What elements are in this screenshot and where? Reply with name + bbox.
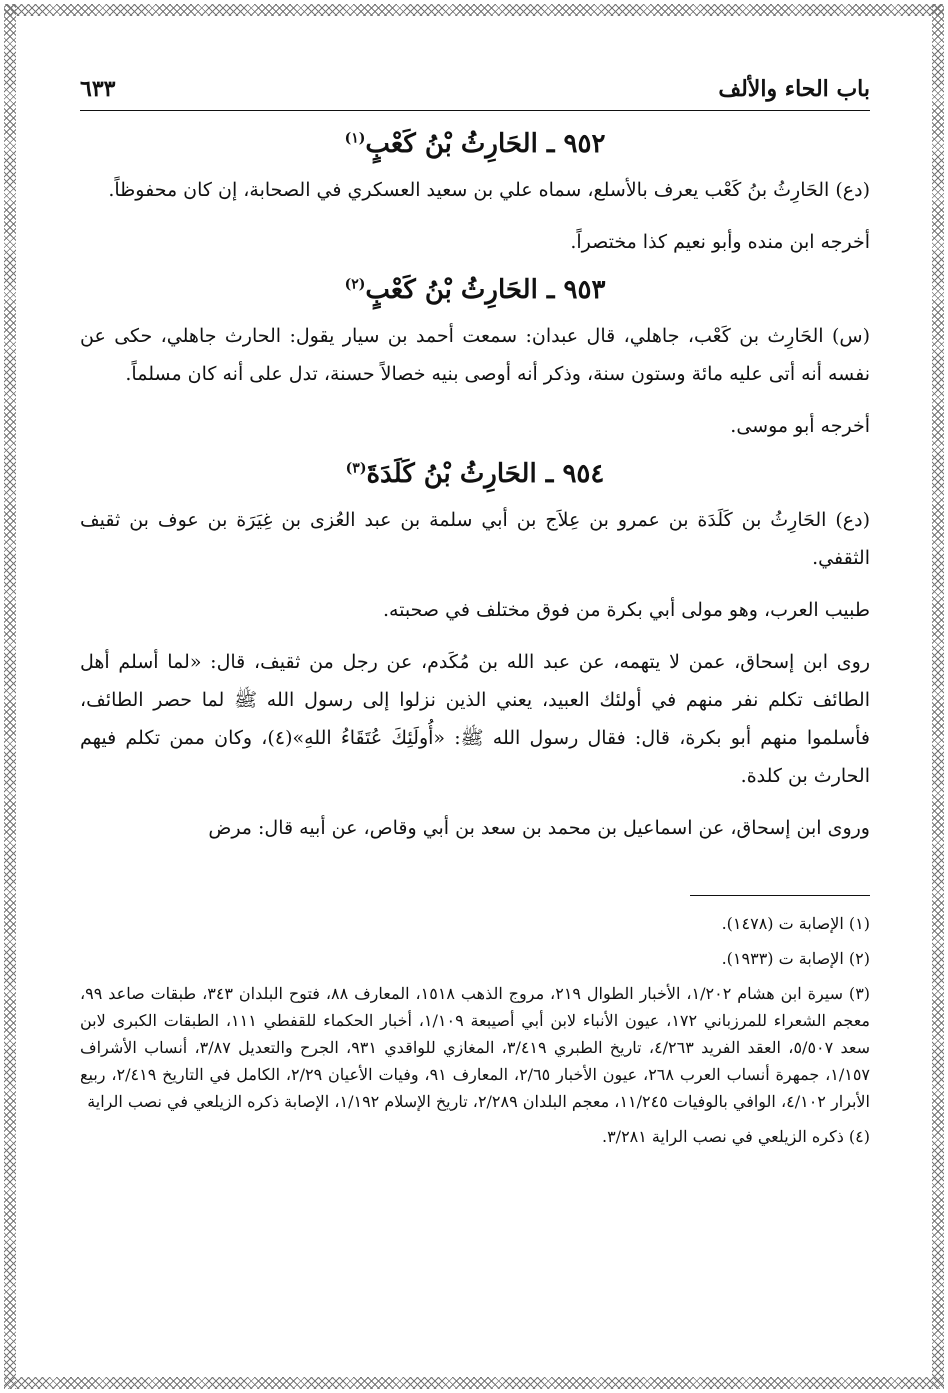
footnote: (٣) سيرة ابن هشام ١/٢٠٢، الأخبار الطوال ٢١٩، مروج الذهب ١٥١٨، المعارف ٨٨، فتوح البلدان ٣٤٣، طبقات صاعد ٩٩، معجم الشعراء للمرزباني ١٧٢، عيون الأنباء لابن أبي أصيبعة ١/١٠٩، أخبار الحكماء للقفطي ١١١، الطبقات الكبرى لابن سعد ٥/٥٠٧، العقد الفريد ٤/٢٦٣، تاريخ الطبري ٣/٤١٩، المغازي للواقدي ٩٣١، الجرح والتعديل ٣/٨٧، أنساب الأشراف ١/١٥٧، جمهرة أنساب العرب ٢٦٨، عيون الأخبار ٢/٦٥، المعارف ٩١، وفيات الأعيان ٢/٢٩، الكامل في التاريخ ٢/٤١٩، ربيع الأبرار ٤/١٠٢، الوافي بالوفيات ١١/٢٤٥، معجم البلدان ٢/٢٨٩، تاريخ الإسلام ١/١٩٢، الإصابة ذكره الزيلعي في نصب الراية	[80, 984, 871, 1111]
footnote-ref: (١)	[344, 130, 366, 147]
entry-paragraph: أخرجه ابن منده وأبو نعيم كذا مختصراً.	[570, 231, 870, 253]
footnote: (١) الإصابة ت (١٤٧٨).	[721, 914, 870, 933]
entry-paragraph: طبيب العرب، وهو مولى أبي بكرة من فوق مختلف في صحبته.	[382, 599, 870, 621]
book-page	[80, 70, 870, 1158]
entry-paragraph: (دع) الحَارِثُ بن كَلَدَة بن عمرو بن عِلاَج بن أبي سلمة بن عبد العُزى بن غِيَرَة بن عوف بن ثقيف الثقفي.	[80, 509, 870, 569]
footnote: (٢) الإصابة ت (١٩٣٣).	[721, 949, 870, 968]
entry-title: ٩٥٢ ـ الحَارِثُ بْنُ كَعْبٍ$^{(١)}$	[344, 129, 606, 159]
page-border-left	[4, 4, 16, 1389]
footnote: (٤) ذكره الزيلعي في نصب الراية ٣/٢٨١.	[601, 1127, 870, 1146]
footnotes	[80, 910, 870, 1150]
footnote-ref: (٢)	[344, 276, 366, 293]
running-header	[80, 70, 870, 111]
entry	[80, 275, 870, 445]
entry-paragraph: (س) الحَارِث بن كَعْب، جاهلي، قال عبدان: سمعت أحمد بن سيار يقول: الحارث جاهلي، حكى عن نفسه أنه أتى عليه مائة وستون سنة، وذكر أنه أوصى بنيه خصالاً حسنة، تدل على أنه كان مسلماً.	[80, 325, 870, 385]
entry	[80, 129, 870, 261]
page-border-top	[4, 4, 944, 16]
page-number: ٦٣٣	[80, 76, 116, 102]
page-border-bottom	[4, 1377, 944, 1389]
entry-title: ٩٥٣ ـ الحَارِثُ بْنُ كَعْبٍ$^{(٢)}$	[344, 275, 606, 305]
entry	[80, 459, 870, 847]
page-border-right	[932, 4, 944, 1389]
entry-paragraph: روى ابن إسحاق، عمن لا يتهمه، عن عبد الله بن مُكَدم، عن رجل من ثقيف، قال: «لما أسلم أهل الطائف تكلم نفر منهم في أولئك العبيد، يعني الذين نزلوا إلى رسول الله ﷺ لما حصر الطائف، فأسلموا منهم أبو بكرة، قال: فقال رسول الله ﷺ: «أُولَئِكَ عُتَقَاءُ اللهِ»(٤)، وكان ممن تكلم فيهم الحارث بن كلدة.	[80, 651, 870, 787]
chapter-title: باب الحاء والألف	[718, 76, 870, 102]
entry-paragraph: وروى ابن إسحاق، عن اسماعيل بن محمد بن سعد بن أبي وقاص، عن أبيه قال: مرض	[208, 817, 870, 839]
entry-paragraph: (دع) الحَارِثُ بنُ كَعْب يعرف بالأسلع، سماه علي بن سعيد العسكري في الصحابة، إن كان محفوظاً.	[108, 179, 870, 201]
entry-paragraph: أخرجه أبو موسى.	[730, 415, 870, 437]
footnote-separator	[690, 895, 870, 896]
entry-title: ٩٥٤ ـ الحَارِثُ بْنُ كَلَدَةَ$^{(٣)}$	[345, 459, 605, 489]
footnote-ref: (٣)	[345, 460, 367, 477]
